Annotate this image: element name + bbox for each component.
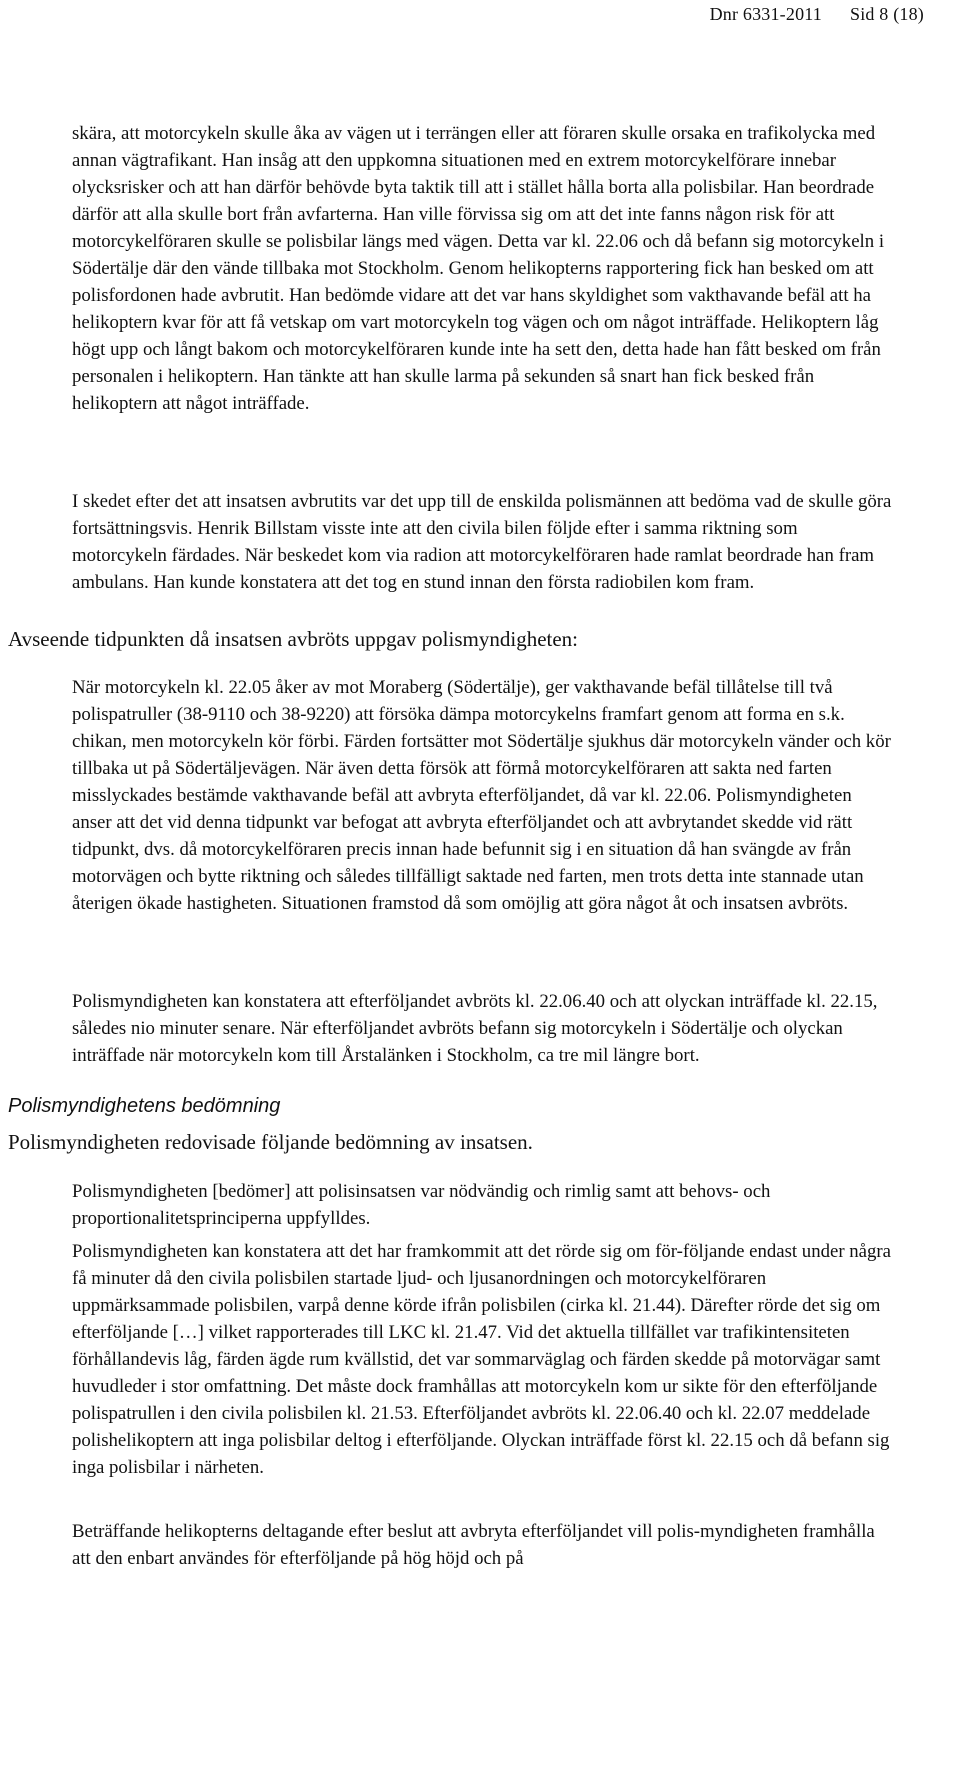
section-heading-police-assessment: Polismyndighetens bedömning: [8, 1095, 281, 1117]
paragraph-after-abort: I skedet efter det att insatsen avbrutits var det upp till de enskilda polismännen att bedöma vad de skulle göra fortsättningsvis. Henrik Billstam visste inte att den civila bilen följde efter i samma riktning som motorcykeln färdades. När beskedet kom via radion att motorcykelföraren hade ramlat beordrade han fram ambulans. Han kunde konstatera att det tog en stund innan den första radiobilen kom fram.: [72, 491, 892, 593]
paragraph-pursuit-details: Polismyndigheten kan konstatera att det har framkommit att det rörde sig om för-följande endast under några få minuter då den civila polisbilen startade ljud- och ljusanordningen och motorcykelföraren uppmärksammade polisbilen, varpå denne körde ifrån polisbilen (cirka kl. 21.44). Därefter rörde det sig om efterföljande […] vilket rapporterades till LKC kl. 21.47. Vid det aktuella tillfället var trafikintensiteten förhållandevis låg, färden ägde rum kvällstid, det var sommarväglag och färden skedde på motorvägar samt huvudleder i stor omfattning. Det måste dock framhållas att motorcykeln kom ur sikte för den efterföljande polispatrullen i den civila polisbilen kl. 21.53. Efterföljandet avbröts kl. 22.06.40 och kl. 22.07 meddelade polishelikoptern att inga polisbilar deltog i efterföljande. Olyckan inträffade först kl. 22.15 och då befann sig inga polisbilar i närheten.: [72, 1241, 891, 1478]
paragraph-helicopter-tactics: skära, att motorcykeln skulle åka av vägen ut i terrängen eller att föraren skulle orsaka en trafikolycka med annan vägtrafikant. Han insåg att den uppkomna situationen med en extrem motorcykelförare innebar olycksrisker och att han därför behövde byta taktik till att i stället hålla borta alla polisbilar. Han beordrade därför att alla skulle bort från avfarterna. Han ville förvissa sig om att det inte fanns någon risk för att motorcykelföraren skulle se polisbilar längs med vägen. Detta var kl. 22.06 och då befann sig motorcykeln i Södertälje där den vände tillbaka mot Stockholm. Genom helikopterns rapportering fick han besked om att polisfordonen hade avbrutit. Han bedömde vidare att det var hans skyldighet som vakthavande befäl att ha helikoptern kvar för att få vetskap om vart motorcykeln tog vägen och om något inträffade. Helikoptern låg högt upp och långt bakom och motorcykelföraren kunde inte ha sett den, detta hade han fått besked om från personalen i helikoptern. Han tänkte att han skulle larma på sekunden så snart han fick besked från helikoptern att något inträffade.: [72, 123, 885, 414]
paragraph-abort-timing: Polismyndigheten kan konstatera att efterföljandet avbröts kl. 22.06.40 och att olyckan inträffade kl. 22.15, således nio minuter senare. När efterföljandet avbröts befann sig motorcykeln i Södertälje och olyckan inträffade när motorcykeln kom till Årstalänken i Stockholm, ca tre mil längre bort.: [72, 991, 878, 1066]
page-header: [710, 4, 924, 25]
assessment-intro: Polismyndigheten redovisade följande bedömning av insatsen.: [8, 1130, 533, 1154]
paragraph-necessity: Polismyndigheten [bedömer] att polisinsatsen var nödvändig och rimlig samt att behovs- och proportionalitetsprinciperna uppfylldes.: [72, 1181, 771, 1229]
page-number: Sid 8 (18): [850, 4, 924, 24]
paragraph-chicane-attempt: När motorcykeln kl. 22.05 åker av mot Moraberg (Södertälje), ger vakthavande befäl tillåtelse till två polispatruller (38-9110 och 38-9220) att försöka dämpa motorcykelns framfart genom att forma en s.k. chikan, men motorcykeln kör förbi. Färden fortsätter mot Södertälje sjukhus där motorcykeln vänder och kör tillbaka ut på Södertäljevägen. När även detta försök att förmå motorcykelföraren att sakta ned farten misslyckades bestämde vakthavande befäl att avbryta efterföljandet, då var kl. 22.06. Polismyndigheten anser att det vid denna tidpunkt var befogat att avbryta efterföljandet och att avbrytandet skedde vid rätt tidpunkt, dvs. då motorcykelföraren precis innan hade befunnit sig i en situation då han svängde av från motorvägen och bytte riktning och således tillfälligt saktade ned farten, men trots detta inte stannade utan återigen ökade hastigheten. Situationen framstod då som omöjlig att göra något åt och insatsen avbröts.: [72, 677, 891, 914]
section-heading-abort-time: Avseende tidpunkten då insatsen avbröts uppgav polismyndigheten:: [8, 627, 579, 651]
document-number: Dnr 6331-2011: [709, 4, 822, 24]
paragraph-helicopter-use: Beträffande helikopterns deltagande efter beslut att avbryta efterföljandet vill polis-myndigheten framhålla att den enbart användes för efterföljande på hög höjd och på: [72, 1521, 875, 1569]
